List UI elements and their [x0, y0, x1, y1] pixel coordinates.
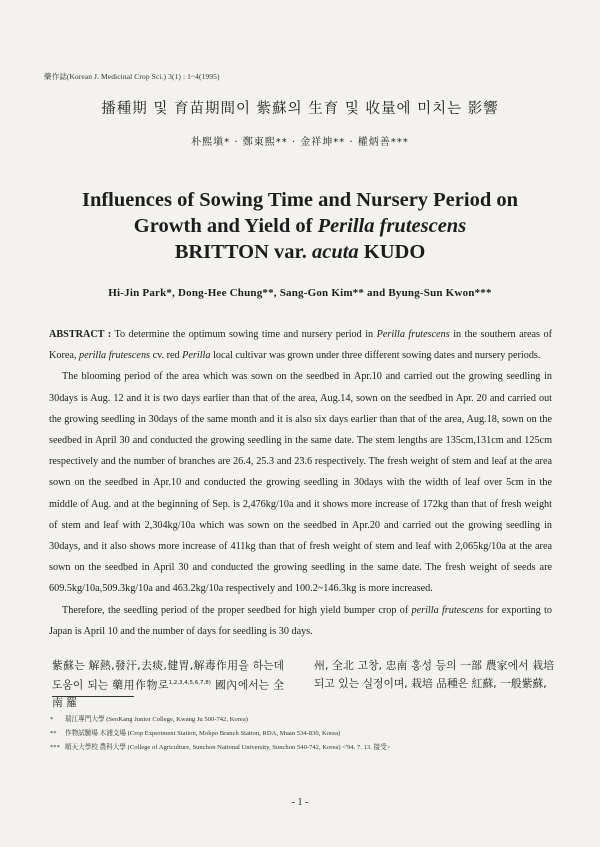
footnote-mark: *** — [50, 744, 60, 752]
page-number: - 1 - — [291, 797, 309, 808]
english-authors: Hi-Jin Park*, Dong-Hee Chung**, Sang-Gon Kim** and Byung-Sun Kwon*** — [108, 287, 492, 299]
abstract-italic: perilla frutescens — [78, 350, 151, 362]
footnote-1 — [50, 713, 560, 727]
abstract-italic: perilla frutescens — [411, 604, 484, 616]
korean-authors: 朴熙塡* · 鄭東熙** · 金祥坤** · 權炳善*** — [191, 137, 409, 148]
abstract-text: for exporting to Japan is April 10 and the number of days for seedling is 30 days. — [49, 604, 552, 637]
abstract-text: cv. red — [150, 350, 183, 362]
english-title-text: BRITTON var. — [174, 241, 312, 263]
species-name: Perilla frutescens — [317, 215, 467, 237]
abstract-text: To determine the optimum sowing time and nursery period in — [111, 329, 377, 340]
korean-title: 播種期 및 育苗期間이 紫蘇의 生育 및 收量에 미치는 影響 — [101, 101, 499, 117]
abstract — [49, 324, 552, 642]
abstract-italic: Perilla frutescens — [376, 329, 450, 340]
english-title-line-2 — [0, 213, 600, 239]
footnote-2 — [50, 727, 560, 741]
footnote-text: 作物試驗場 木浦支場 (Crop Experiment Station, Mokpo Branch Station, RDA, Muan 534-830, Korea) — [65, 730, 341, 738]
abstract-italic: Perilla — [182, 350, 211, 362]
abstract-paragraph-3 — [49, 600, 552, 642]
body-paragraph — [52, 657, 284, 711]
body-column-right — [314, 657, 554, 692]
english-title-line-3 — [0, 239, 600, 265]
abstract-text: local cultivar was grown under three different sowing dates and nursery periods. — [210, 350, 541, 362]
journal-citation: 藥作誌(Korean J. Medicinal Crop Sci.) 3(1) : 1~4(1995) — [44, 72, 220, 81]
body-paragraph: 州, 全北 고창, 忠南 홍성 등의 一部 農家에서 栽培되고 있는 실정이며, 栽培 品種은 紅蘇, 一般紫蘇, — [314, 659, 554, 690]
abstract-label: ABSTRACT : — [49, 329, 112, 340]
footnotes — [50, 713, 560, 756]
reference-superscript: 1,2,3,4,5,6,7,8) — [168, 679, 211, 686]
abstract-paragraph-1 — [49, 324, 552, 366]
abstract-text: Therefore, the seedling period of the proper seedbed for high yield bumper crop of — [62, 604, 412, 616]
english-title-text: Growth and Yield of — [133, 215, 318, 237]
footnote-mark: ** — [50, 730, 57, 738]
body-text: 國內에서는 全南 羅 — [52, 678, 284, 709]
abstract-paragraph-2: The blooming period of the area which was sown on the seedbed in Apr.10 and carried out the growing seedling in 30days is Aug. 12 and it is two days earlier than that of the area, Aug.14, sown on the seedbed in Apr. 20 and carried out the growing seedling in 30days of the same month and it is also six days earlier than that of the area, Aug.18, sown on the seedbed in April 30 and conducted the growing seedling in the same date. The stem lengths are 135cm,131cm and 125cm respectively and the number of branches are 26.4, 25.3 and 23.6 respectively. The fresh weight of stem and leaf at the area sown on the seedbed in Apr.10 and conducted the growing seedling in 30days with the width of leaf over 5cm in the middle of Aug. and at the beginning of Sep. is 2,476kg/10a and it shows more increase of 172kg than that of fresh weight of stem and leaf with 2,304kg/10a which was sown on the seedbed in Apr.20 and carried out the growing seedling in 30days, and it also shows more increase of 411kg than that of fresh weight of stem and leaf with 2,065kg/10a at the area sown on the seedbed in April 30 and conducted the growing seedling in the same date. The fresh weight of seeds are 609.5kg/10a,509.3kg/10a and 463.2kg/10a respectively and 100.2~146.3kg is more increased. — [49, 371, 552, 595]
english-title — [0, 187, 600, 265]
body-column-left — [52, 657, 284, 711]
footnote-text: 順天大學校 農科大學 (College of Agriculture, Sunchon National University, Sunchon 540-742, Korea) <'94. 7. 13. 接受> — [65, 744, 391, 752]
english-title-line-1: Influences of Sowing Time and Nursery Period on — [81, 189, 519, 211]
footnote-3 — [50, 741, 560, 755]
footnote-divider — [52, 696, 134, 697]
abstract-text: in the southern areas of Korea, — [49, 329, 552, 362]
footnote-text: 瑞江專門大學 (SeoKang Junior College, Kwang Ju 500-742, Korea) — [65, 716, 248, 723]
body-text: 紫蘇는 解熱,發汗,去痰,健胃,解毒作用을 하는데 도움이 되는 藥用作物로 — [52, 659, 284, 692]
english-title-text: KUDO — [358, 241, 426, 263]
variety-name: acuta — [311, 241, 359, 263]
footnote-mark: * — [50, 716, 54, 723]
